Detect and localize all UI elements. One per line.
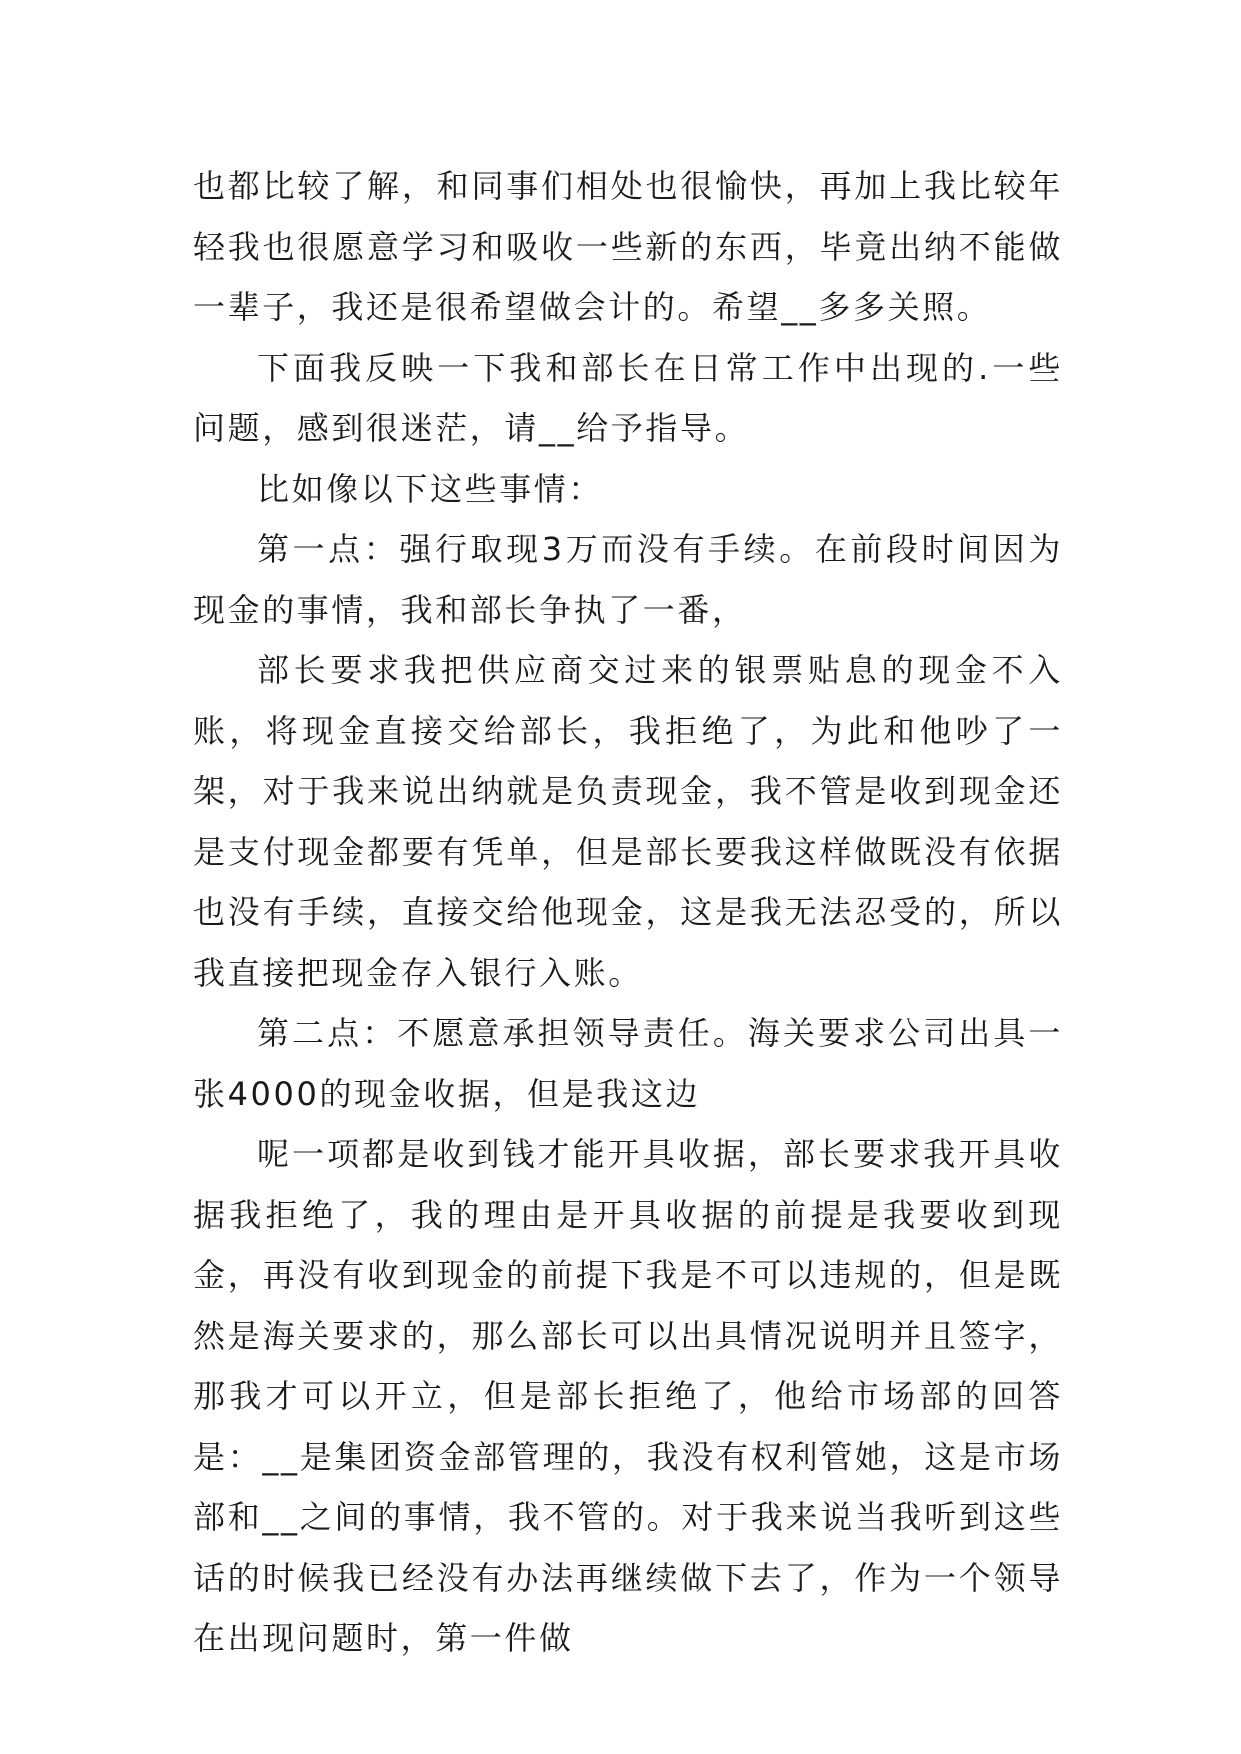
body-text	[193, 156, 1063, 1669]
paragraph-6: 第二点：不愿意承担领导责任。海关要求公司出具一张4000的现金收据，但是我这边	[193, 1014, 1063, 1113]
paragraph-5: 部长要求我把供应商交过来的银票贴息的现金不入账，将现金直接交给部长，我拒绝了，为此和他吵了一架，对于我来说出纳就是负责现金，我不管是收到现金还是支付现金都要有凭单，但是部长要我这样做既没有依据也没有手续，直接交给他现金，这是我无法忍受的，所以我直接把现金存入银行入账。	[193, 651, 1063, 992]
paragraph-7: 呢一项都是收到钱才能开具收据，部长要求我开具收据我拒绝了，我的理由是开具收据的前提是我要收到现金，再没有收到现金的前提下我是不可以违规的，但是既然是海关要求的，那么部长可以出具情况说明并且签字，那我才可以开立，但是部长拒绝了，他给市场部的回答是：__是集团资金部管理的，我没有权利管她，这是市场部和__之间的事情，我不管的。对于我来说当我听到这些话的时候我已经没有办法再继续做下去了，作为一个领导在出现问题时，第一件做	[193, 1135, 1063, 1657]
paragraph-3: 比如像以下这些事情：	[257, 469, 604, 508]
paragraph-1: 也都比较了解，和同事们相处也很愉快，再加上我比较年轻我也很愿意学习和吸收一些新的东西，毕竟出纳不能做一辈子，我还是很希望做会计的。希望__多多关照。	[193, 167, 1063, 326]
paragraph-2: 下面我反映一下我和部长在日常工作中出现的.一些问题，感到很迷茫，请__给予指导。	[193, 348, 1063, 447]
paragraph-4: 第一点：强行取现3万而没有手续。在前段时间因为现金的事情，我和部长争执了一番，	[193, 530, 1063, 629]
